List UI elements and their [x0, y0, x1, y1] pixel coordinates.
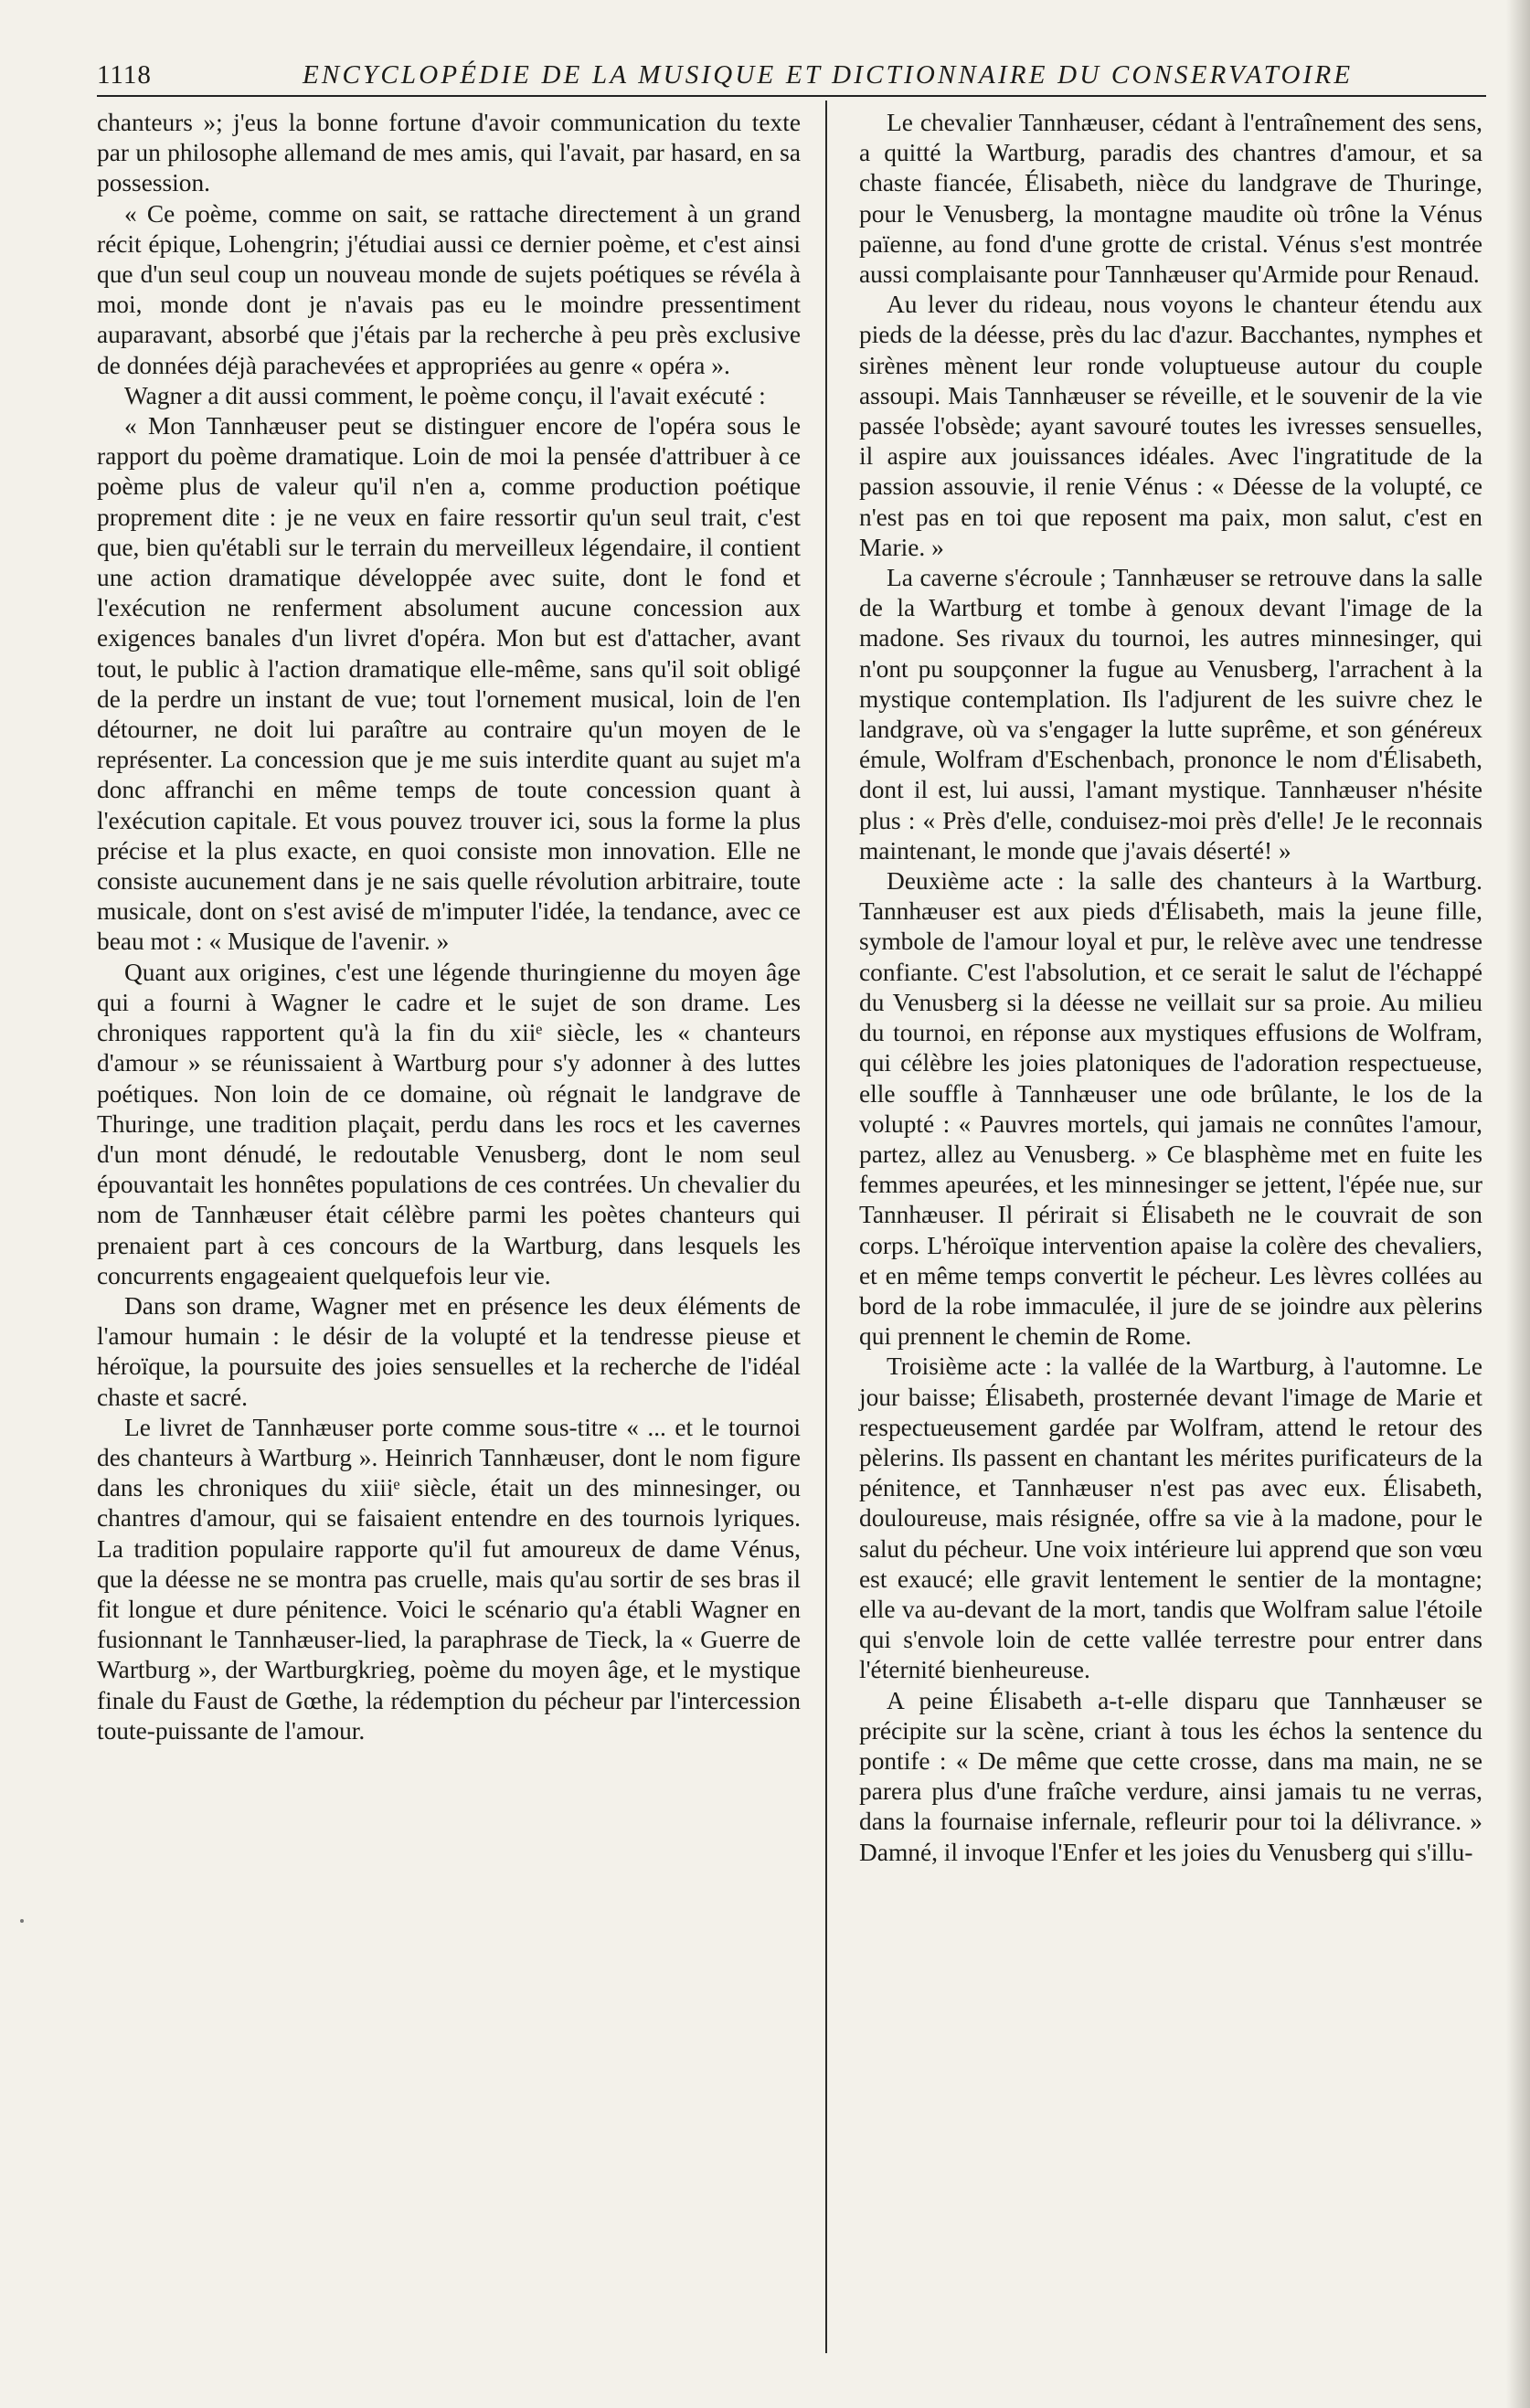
- paragraph: Troisième acte : la vallée de la Wartburg, à l'automne. Le jour baisse; Élisabeth, prosternée devant l'image de Marie et respectueusement gardée par Wolfram, attend le retour des pèlerins. Ils passent en chantant les mérites purificateurs de la pénitence, et Tannhæuser n'est pas avec eux. Élisabeth, douloureuse, mais résignée, offre sa vie à la madone, pour le salut du pécheur. Une voix intérieure lui apprend que son vœu est exaucé; elle gravit lentement le sentier de la montagne; elle va au-devant de la mort, tandis que Wolfram salue l'étoile qui s'envole loin de cette vallée terrestre pour entrer dans l'éternité bienheureuse.: [859, 1353, 1482, 1684]
- margin-mark: [20, 1919, 24, 1923]
- paragraph: A peine Élisabeth a-t-elle disparu que Tannhæuser se précipite sur la scène, criant à tous les échos la sentence du pontife : « De même que cette crosse, dans ma main, ne se parera plus d'une fraîche verdure, ainsi jamais tu ne verras, dans la fournaise infernale, refleurir pour toi la délivrance. » Damné, il invoque l'Enfer et les joies du Venusberg qui s'illu-: [859, 1686, 1482, 1866]
- running-title: ENCYCLOPÉDIE DE LA MUSIQUE ET DICTIONNAIRE DU CONSERVATOIRE: [303, 60, 1354, 90]
- paragraph: Au lever du rideau, nous voyons le chanteur étendu aux pieds de la déesse, près du lac d'azur. Bacchantes, nymphes et sirènes mènent leur ronde voluptueuse autour du couple assoupi. Mais Tannhæuser se réveille, et le souvenir de la vie passée l'obsède; ayant savouré toutes les ivresses sensuelles, il aspire aux jouissances idéales. Avec l'ingratitude de la passion assouvie, il renie Vénus : « Déesse de la volupté, ce n'est pas en toi que reposent ma paix, mon salut, c'est en Marie. »: [859, 291, 1482, 561]
- paragraph: Le chevalier Tannhæuser, cédant à l'entraînement des sens, a quitté la Wartburg, paradis des chantres d'amour, et sa chaste fiancée, Élisabeth, nièce du landgrave de Thuringe, pour le Venusberg, la montagne maudite où trône la Vénus païenne, au fond d'une grotte de cristal. Vénus s'est montrée aussi complaisante pour Tannhæuser qu'Armide pour Renaud.: [859, 109, 1482, 289]
- paragraph: Le livret de Tannhæuser porte comme sous-titre « ... et le tournoi des chanteurs à Wartburg ». Heinrich Tannhæuser, dont le nom figure dans les chroniques du xiiiᵉ siècle, était un des minnesinger, ou chantres d'amour, qui se faisaient entendre en des tournois lyriques. La tradition populaire rapporte qu'il fut amoureux de dame Vénus, que la déesse ne se montra pas cruelle, mais qu'au sortir de ses bras il fit longue et dure pénitence. Voici le scénario qu'a établi Wagner en fusionnant le Tannhæuser-lied, la paraphrase de Tieck, la « Guerre de Wartburg », der Wartburgkrieg, poème du moyen âge, et le mystique finale du Faust de Gœthe, la rédemption du pécheur par l'intercession toute-puissante de l'amour.: [97, 1413, 801, 1745]
- paragraph: Wagner a dit aussi comment, le poème conçu, il l'avait exécuté :: [124, 381, 766, 409]
- paragraph: Deuxième acte : la salle des chanteurs à la Wartburg. Tannhæuser est aux pieds d'Élisabeth, mais la jeune fille, symbole de l'amour loyal et pur, le relève avec une tendresse confiante. C'est l'absolution, et ce serait le salut de l'échappé du Venusberg si la déesse ne veillait sur sa proie. Au milieu du tournoi, en réponse aux mystiques effusions de Wolfram, qui célèbre les joies platoniques de l'adoration respectueuse, elle souffle à Tannhæuser une ode brûlante, le los de la volupté : « Pauvres mortels, qui jamais ne connûtes l'amour, partez, allez au Venusberg. » Ce blasphème met en fuite les femmes apeurées, et les minnesinger se jettent, l'épée nue, sur Tannhæuser. Il périrait si Élisabeth ne le couvrait de son corps. L'héroïque intervention apaise la colère des chevaliers, et en même temps convertit le pécheur. Les lèvres collées au bord de la robe immaculée, il jure de se joindre aux pèlerins qui prennent le chemin de Rome.: [859, 867, 1482, 1351]
- paragraph: « Ce poème, comme on sait, se rattache directement à un grand récit épique, Lohengrin; j'étudiai aussi ce dernier poème, et c'est ainsi que d'un seul coup un nouveau monde de sujets poétiques se révéla à moi, monde dont je n'avais pas eu le moindre pressentiment auparavant, absorbé que j'étais par la recherche à peu près exclusive de données déjà parachevées et appropriées au genre « opéra ».: [97, 199, 801, 379]
- left-column: [97, 108, 801, 1746]
- paragraph: La caverne s'écroule ; Tannhæuser se retrouve dans la salle de la Wartburg et tombe à genoux devant l'image de la madone. Ses rivaux du tournoi, les autres minnesinger, qui n'ont pu soupçonner la fugue au Venusberg, l'arrachent à la mystique contemplation. Ils l'adjurent de les suivre chez le landgrave, où va s'engager la lutte suprême, et son généreux émule, Wolfram d'Eschenbach, prononce le nom d'Élisabeth, dont il est, lui aussi, l'amant mystique. Tannhæuser n'hésite plus : « Près d'elle, conduisez-moi près d'elle! Je le reconnais maintenant, le monde que j'avais déserté! »: [859, 564, 1482, 865]
- page-number: 1118: [97, 60, 152, 90]
- paragraph: Quant aux origines, c'est une légende thuringienne du moyen âge qui a fourni à Wagner le cadre et le sujet de son drame. Les chroniques rapportent qu'à la fin du xiiᵉ siècle, les « chanteurs d'amour » se réunissaient à Wartburg pour s'y adonner à des luttes poétiques. Non loin de ce domaine, où régnait le landgrave de Thuringe, une tradition plaçait, perdu dans les rocs et les cavernes d'un mont dénudé, le redoutable Venusberg, dont le nom seul épouvantait les honnêtes populations de ces contrées. Un chevalier du nom de Tannhæuser était célèbre parmi les poètes chanteurs qui prenaient part à ces concours de la Wartburg, dans lesquels les concurrents engageaient quelquefois leur vie.: [97, 958, 801, 1289]
- paragraph: « Mon Tannhæuser peut se distinguer encore de l'opéra sous le rapport du poème dramatique. Loin de moi la pensée d'attribuer à ce poème plus de valeur qu'il n'en a, comme production poétique proprement dite : je ne veux en faire ressortir qu'un seul trait, c'est que, bien qu'établi sur le terrain du merveilleux légendaire, il contient une action dramatique développée avec suite, dont le fond et l'exécution ne renferment absolument aucune concession aux exigences banales d'un livret d'opéra. Mon but est d'attacher, avant tout, le public à l'action dramatique elle-même, sans qu'il soit obligé de la perdre un instant de vue; tout l'ornement musical, loin de l'en détourner, ne doit lui paraître au contraire qu'un moyen de le représenter. La concession que je me suis interdite quant au sujet m'a donc affranchi en même temps de toute concession quant à l'exécution capitale. Et vous pouvez trouver ici, sous la forme la plus précise et la plus exacte, en quoi consiste mon innovation. Elle ne consiste aucunement dans je ne sais quelle révolution arbitraire, toute musicale, dont on s'est avisé de m'imputer l'idée, la tendance, avec ce beau mot : « Musique de l'avenir. »: [97, 412, 801, 956]
- page-edge-shadow: [1506, 0, 1530, 2408]
- paragraph: Dans son drame, Wagner met en présence les deux éléments de l'amour humain : le désir de la volupté et la tendresse pieuse et héroïque, la poursuite des joies sensuelles et la recherche de l'idéal chaste et sacré.: [97, 1291, 801, 1411]
- right-column: [859, 108, 1482, 1868]
- page-header: [97, 55, 1486, 97]
- paragraph: chanteurs »; j'eus la bonne fortune d'avoir communication du texte par un philosophe allemand de mes amis, qui l'avait, par hasard, en sa possession.: [97, 109, 801, 197]
- column-divider: [825, 101, 827, 2353]
